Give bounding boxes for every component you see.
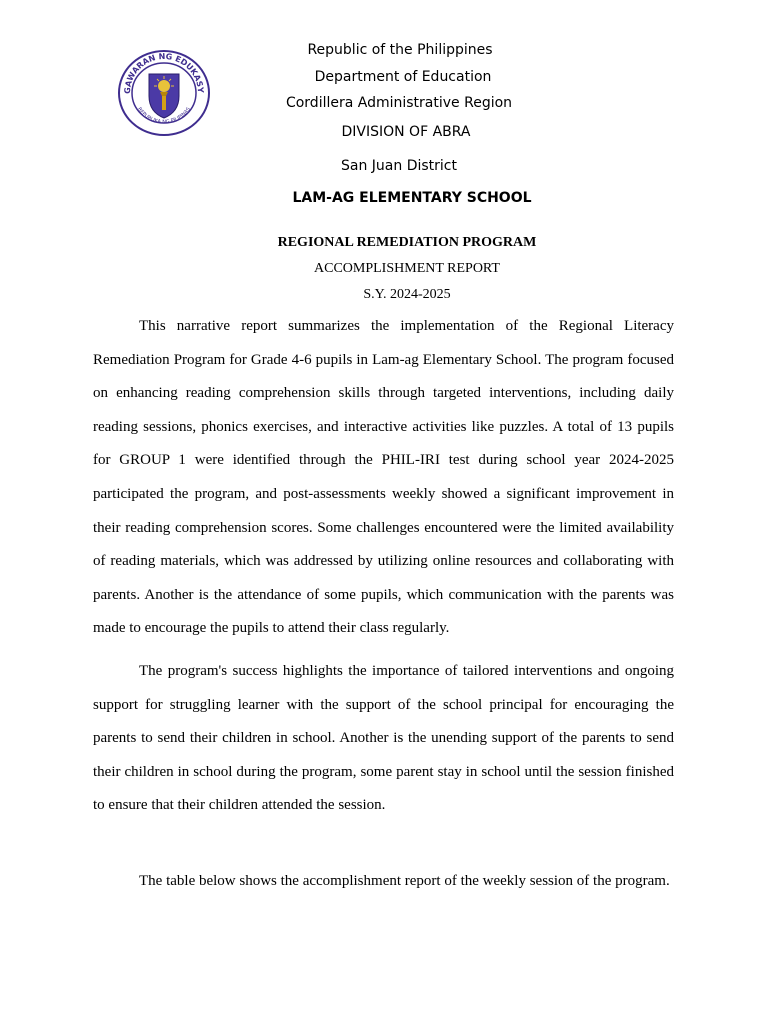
program-title: REGIONAL REMEDIATION PROGRAM xyxy=(277,235,537,250)
narrative-paragraph-1: This narrative report summarizes the implementation of the Regional Literacy Remediation Program for Grade 4-6 pupils in Lam-ag Elementary School. The program focused on enhancing reading comprehension skills through targeted interventions, including daily reading sessions, phonics exercises, and interactive activities like puzzles. A total of 13 pupils for GROUP 1 were identified through the PHIL-IRI test during school year 2024-2025 participated the program, and post-assessments weekly showed a significant improvement in their reading comprehension scores. Some challenges encountered were the limited availability of reading materials, which was addressed by utilizing online resources and collaborating with parents. Another is the attendance of some pupils, which communication with the parents was made to encourage the pupils to attend their class regularly. xyxy=(93,318,674,637)
header-department: Department of Education xyxy=(314,69,492,85)
header-division: DIVISION OF ABRA xyxy=(341,124,471,140)
seal-top-text: GAWARAN NG EDUKASY xyxy=(122,51,206,95)
school-year: S.Y. 2024-2025 xyxy=(363,287,451,302)
header-republic: Republic of the Philippines xyxy=(307,42,493,58)
seal-bottom-text: REPUBLIKA NG PILIPINAS xyxy=(136,106,192,126)
narrative-paragraph-3: The table below shows the accomplishment report of the weekly session of the program. xyxy=(139,873,670,889)
narrative-paragraph-2: The program's success highlights the importance of tailored interventions and ongoing support for struggling learner with the support of the school principal for encouraging the parents to send their children in school. Another is the unending support of the parents to send their children in school during the program, some parent stay in school until the session finished to ensure that their children attended the session. xyxy=(93,663,674,814)
header-region: Cordillera Administrative Region xyxy=(285,95,513,111)
report-title: ACCOMPLISHMENT REPORT xyxy=(314,261,500,276)
header-district: San Juan District xyxy=(341,158,457,174)
school-name: LAM-AG ELEMENTARY SCHOOL xyxy=(292,190,532,206)
